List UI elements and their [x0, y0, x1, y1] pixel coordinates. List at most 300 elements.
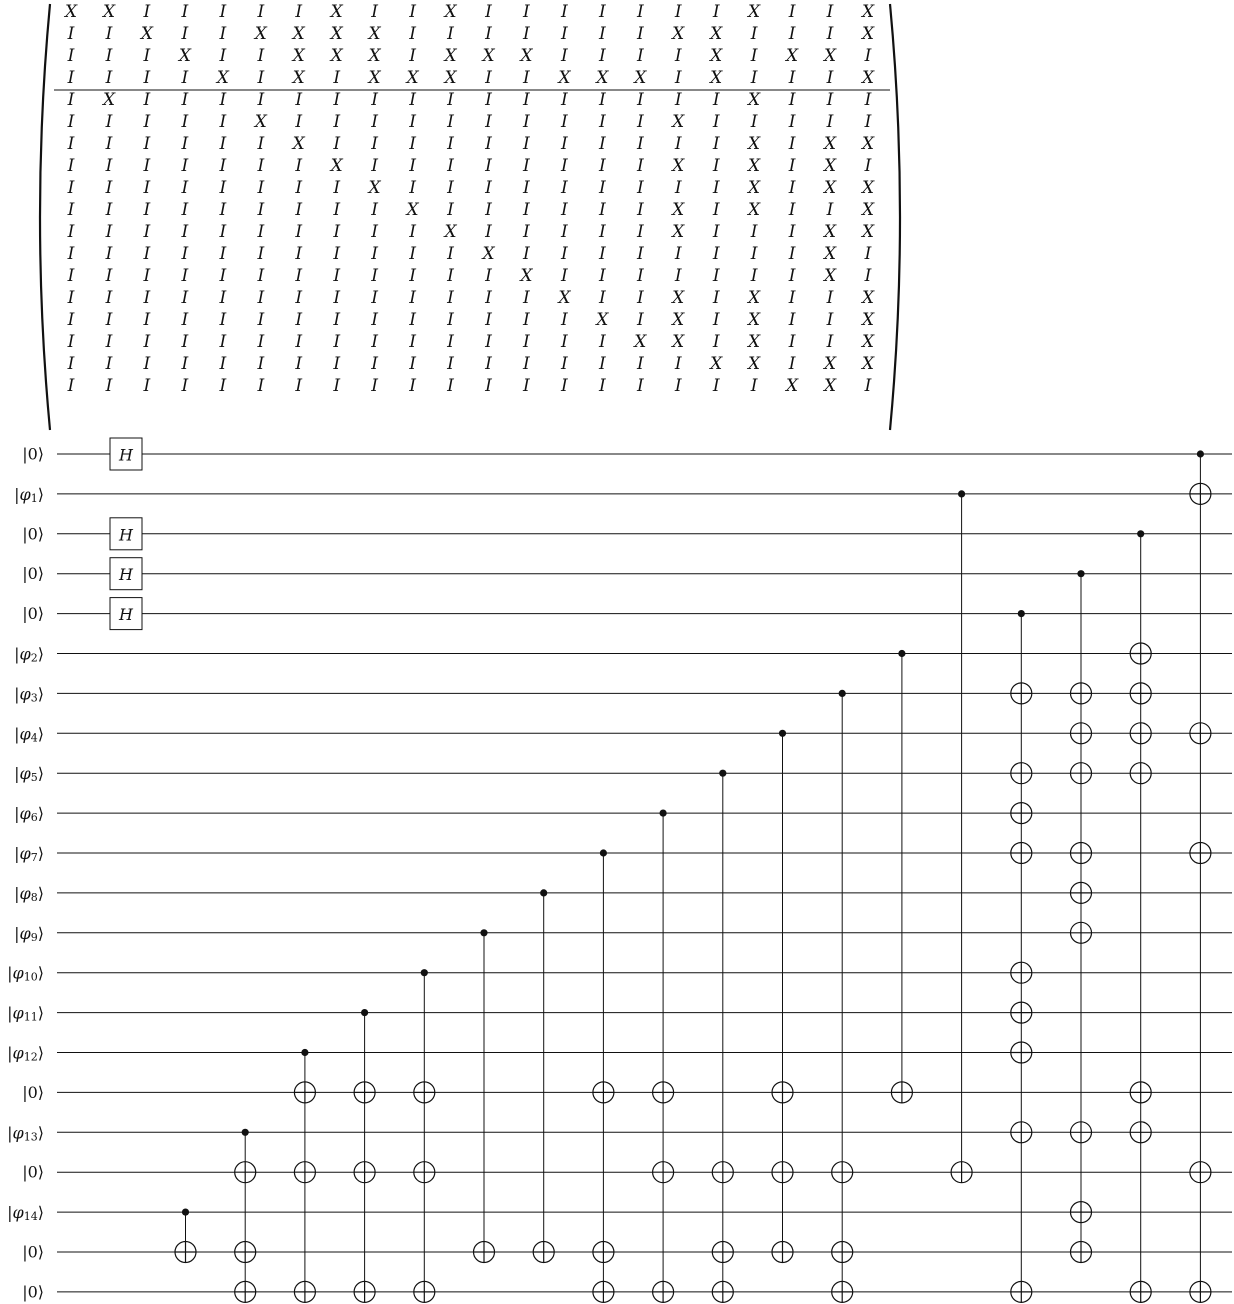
matrix-cell: I: [674, 46, 682, 66]
target-xor: [235, 1281, 256, 1302]
matrix-cell: I: [485, 332, 492, 352]
gate-label: H: [119, 565, 133, 585]
control-dot: [480, 929, 487, 936]
matrix-cell: I: [788, 266, 796, 286]
matrix-cell: I: [67, 134, 75, 154]
matrix-cell: I: [67, 24, 75, 44]
wire-label: $|\varphi_{11}⟩$: [7, 1003, 44, 1024]
matrix-cell: I: [257, 134, 265, 154]
matrix-cell: I: [712, 134, 720, 154]
matrix-cell: X: [748, 2, 761, 22]
matrix-cell: I: [674, 244, 682, 264]
target-xor: [354, 1281, 375, 1302]
matrix-cell: I: [181, 376, 189, 396]
hadamard-gate: [110, 518, 142, 550]
matrix-cell: X: [558, 68, 571, 88]
matrix-cell: I: [788, 24, 796, 44]
matrix-cell: I: [636, 178, 644, 198]
matrix-cell: I: [561, 46, 568, 66]
matrix-cell: I: [295, 112, 303, 132]
matrix-cell: I: [295, 266, 303, 286]
matrix-cell: I: [257, 156, 265, 176]
control-dot: [600, 849, 607, 856]
matrix-cell: X: [710, 354, 723, 374]
matrix-cell: X: [823, 376, 837, 396]
target-xor: [1190, 483, 1211, 504]
matrix-cell: I: [788, 178, 796, 198]
matrix-cell: I: [67, 288, 75, 308]
matrix-cell: I: [105, 200, 113, 220]
target-xor: [1011, 683, 1032, 704]
matrix-cell: I: [636, 310, 644, 330]
matrix-cell: I: [257, 68, 265, 88]
matrix-cell: I: [105, 156, 113, 176]
matrix-cell: I: [333, 244, 341, 264]
cnot-gate: [1011, 610, 1032, 1302]
matrix-cell: I: [371, 2, 378, 22]
target-xor: [1190, 843, 1211, 864]
wire-label: |0⟩: [22, 564, 44, 584]
matrix-cell: I: [826, 112, 834, 132]
matrix-cell: I: [826, 90, 834, 110]
matrix-cell: X: [710, 68, 723, 88]
matrix-cell: I: [257, 222, 265, 242]
matrix-cell: I: [485, 222, 492, 242]
matrix-cell: X: [330, 156, 343, 176]
matrix-cell: I: [523, 112, 530, 132]
matrix-cell: I: [561, 2, 568, 22]
matrix-cell: X: [748, 288, 761, 308]
matrix-cell: I: [523, 134, 530, 154]
target-xor: [1071, 843, 1092, 864]
matrix-cell: I: [561, 376, 568, 396]
matrix-cell: I: [485, 24, 492, 44]
cnot-gate: [1190, 450, 1211, 1302]
matrix-cell: I: [636, 354, 644, 374]
matrix-cell: I: [257, 288, 265, 308]
cnot-gate: [891, 650, 912, 1103]
matrix-row: [63, 2, 875, 22]
matrix-cell: I: [143, 200, 151, 220]
matrix-cell: I: [105, 332, 113, 352]
matrix-cell: I: [105, 24, 113, 44]
matrix-cell: I: [826, 310, 834, 330]
matrix-cell: I: [447, 244, 454, 264]
matrix-cell: I: [712, 266, 720, 286]
matrix-cell: I: [674, 266, 682, 286]
matrix-cell: X: [368, 24, 381, 44]
matrix-cell: I: [788, 156, 796, 176]
matrix-cell: I: [333, 222, 341, 242]
target-xor: [1071, 683, 1092, 704]
target-xor: [593, 1281, 614, 1302]
matrix-cell: I: [598, 112, 606, 132]
matrix-row: [67, 68, 875, 88]
matrix-cell: I: [409, 376, 416, 396]
matrix-cell: I: [447, 134, 454, 154]
matrix-cell: X: [786, 376, 799, 396]
target-xor: [474, 1242, 495, 1263]
matrix-cell: I: [143, 68, 151, 88]
matrix-cell: I: [333, 200, 341, 220]
matrix-cell: X: [861, 178, 875, 198]
matrix-cell: I: [636, 2, 644, 22]
matrix-cell: I: [333, 134, 341, 154]
matrix-row: [67, 310, 875, 330]
circuit: [7, 438, 1232, 1302]
matrix-cell: I: [409, 354, 416, 374]
matrix-cell: I: [409, 332, 416, 352]
target-xor: [1130, 1122, 1151, 1143]
matrix-cell: X: [444, 46, 457, 66]
matrix-cell: I: [143, 46, 151, 66]
target-xor: [354, 1162, 375, 1183]
matrix-cell: I: [561, 222, 568, 242]
target-xor: [1071, 1122, 1092, 1143]
matrix-cell: I: [219, 266, 227, 286]
matrix-cell: I: [371, 244, 378, 264]
matrix-cell: I: [67, 222, 75, 242]
matrix-cell: I: [143, 376, 151, 396]
matrix-cell: I: [864, 376, 872, 396]
matrix-cell: I: [67, 112, 75, 132]
matrix-cell: X: [102, 90, 116, 110]
matrix-cell: I: [409, 24, 416, 44]
matrix-cell: X: [672, 310, 685, 330]
matrix-cell: I: [295, 354, 303, 374]
matrix-cell: I: [712, 156, 720, 176]
matrix-cell: I: [257, 178, 265, 198]
matrix-cell: I: [67, 156, 75, 176]
matrix-cell: I: [712, 200, 720, 220]
matrix-cell: I: [409, 2, 416, 22]
matrix-cell: X: [823, 266, 837, 286]
matrix-cell: I: [257, 46, 265, 66]
matrix-cell: I: [67, 90, 75, 110]
matrix-cell: I: [143, 288, 151, 308]
target-xor: [1130, 1082, 1151, 1103]
matrix-cell: X: [330, 2, 343, 22]
matrix-cell: I: [143, 266, 151, 286]
matrix-cell: I: [523, 332, 530, 352]
target-xor: [653, 1281, 674, 1302]
cnot-gate: [653, 810, 674, 1303]
matrix-cell: I: [105, 376, 113, 396]
matrix-row: [67, 134, 875, 154]
matrix-cell: I: [598, 90, 606, 110]
target-xor: [533, 1242, 554, 1263]
matrix-cell: I: [181, 2, 189, 22]
matrix-cell: I: [371, 90, 378, 110]
matrix-cell: I: [598, 376, 606, 396]
cnot-gate: [951, 490, 972, 1182]
matrix-cell: I: [636, 156, 644, 176]
cnot-gate: [832, 690, 853, 1303]
matrix-cell: I: [674, 376, 682, 396]
matrix-cell: X: [368, 178, 381, 198]
matrix-cell: X: [786, 46, 799, 66]
matrix-cell: I: [181, 222, 189, 242]
cnot-columns: [175, 450, 1211, 1302]
matrix-cell: I: [674, 178, 682, 198]
matrix-cell: I: [750, 46, 758, 66]
matrix-cell: I: [864, 112, 872, 132]
matrix-cell: I: [485, 354, 492, 374]
target-xor: [653, 1082, 674, 1103]
matrix-cell: I: [485, 200, 492, 220]
matrix-row: [67, 90, 872, 110]
matrix-cell: I: [485, 68, 492, 88]
matrix-row: [67, 46, 872, 66]
matrix-cell: I: [447, 24, 454, 44]
matrix-cell: I: [333, 90, 341, 110]
matrix-cell: I: [181, 288, 189, 308]
target-xor: [354, 1082, 375, 1103]
matrix-cell: I: [67, 376, 75, 396]
matrix-cell: I: [333, 354, 341, 374]
matrix-cell: X: [672, 288, 685, 308]
matrix-cell: I: [371, 112, 378, 132]
matrix-cell: I: [371, 222, 378, 242]
matrix-cell: I: [143, 112, 151, 132]
matrix-cell: I: [371, 266, 378, 286]
matrix-cell: X: [444, 222, 457, 242]
matrix-cell: I: [333, 310, 341, 330]
matrix-cell: I: [485, 2, 492, 22]
matrix-cell: I: [409, 156, 416, 176]
matrix-cell: X: [368, 46, 381, 66]
matrix-row: [67, 376, 872, 396]
matrix-cell: I: [181, 266, 189, 286]
matrix-cell: I: [750, 266, 758, 286]
matrix-cell: I: [561, 134, 568, 154]
matrix-cell: I: [636, 244, 644, 264]
matrix-cell: I: [105, 178, 113, 198]
target-xor: [1071, 763, 1092, 784]
matrix-cell: I: [674, 90, 682, 110]
target-xor: [1190, 723, 1211, 744]
matrix-cell: I: [143, 310, 151, 330]
matrix-row: [67, 266, 872, 286]
matrix-cell: I: [447, 90, 454, 110]
control-dot: [958, 490, 965, 497]
matrix-cell: I: [181, 90, 189, 110]
matrix-cell: I: [219, 46, 227, 66]
matrix-cell: X: [748, 156, 761, 176]
matrix-cell: I: [105, 68, 113, 88]
matrix-cell: X: [634, 68, 647, 88]
matrix-cell: I: [257, 2, 265, 22]
target-xor: [1130, 643, 1151, 664]
matrix-cell: I: [219, 134, 227, 154]
matrix-cell: I: [788, 200, 796, 220]
cnot-gate: [533, 889, 554, 1262]
matrix-cell: I: [181, 354, 189, 374]
matrix-cell: I: [409, 134, 416, 154]
wire-label: $|\varphi_{14}⟩$: [7, 1202, 44, 1223]
control-dot: [1018, 610, 1025, 617]
target-xor: [414, 1082, 435, 1103]
matrix-cell: X: [292, 24, 305, 44]
matrix-cell: I: [143, 332, 151, 352]
matrix-cell: I: [826, 68, 834, 88]
target-xor: [1011, 1122, 1032, 1143]
matrix-cell: I: [295, 200, 303, 220]
matrix-cell: I: [561, 244, 568, 264]
matrix-cell: I: [371, 310, 378, 330]
matrix-cell: I: [257, 200, 265, 220]
target-xor: [653, 1162, 674, 1183]
target-xor: [1011, 843, 1032, 864]
matrix-cell: I: [219, 2, 227, 22]
matrix-cell: I: [257, 332, 265, 352]
cnot-gate: [1130, 530, 1151, 1302]
matrix-cell: I: [750, 24, 758, 44]
matrix-cell: I: [636, 112, 644, 132]
target-xor: [1190, 1281, 1211, 1302]
matrix-row: [67, 112, 872, 132]
target-xor: [294, 1162, 315, 1183]
matrix-cell: I: [447, 376, 454, 396]
matrix-cell: I: [295, 376, 303, 396]
matrix-cell: I: [598, 156, 606, 176]
wire-label: $|\varphi_7⟩$: [14, 843, 44, 864]
matrix-cell: I: [636, 134, 644, 154]
wire-label: |0⟩: [22, 1242, 44, 1262]
target-xor: [1071, 1202, 1092, 1223]
wire-label: $|\varphi_9⟩$: [14, 923, 44, 944]
hadamard-gate: [110, 438, 142, 470]
matrix-cell: X: [406, 200, 419, 220]
matrix-cell: I: [371, 288, 378, 308]
target-xor: [1130, 1281, 1151, 1302]
matrix-cell: X: [596, 310, 609, 330]
target-xor: [712, 1242, 733, 1263]
control-dot: [1077, 570, 1084, 577]
matrix-cell: I: [712, 244, 720, 264]
matrix-cell: I: [598, 200, 606, 220]
matrix-cell: I: [409, 222, 416, 242]
matrix-cell: I: [561, 200, 568, 220]
matrix-cell: I: [485, 288, 492, 308]
matrix-cell: I: [523, 288, 530, 308]
target-xor: [1011, 763, 1032, 784]
target-xor: [712, 1162, 733, 1183]
matrix-row: [67, 24, 875, 44]
control-dot: [839, 690, 846, 697]
cnot-gate: [593, 849, 614, 1302]
cnot-gate: [1071, 570, 1092, 1262]
target-xor: [1071, 723, 1092, 744]
matrix-cell: X: [672, 332, 685, 352]
matrix-cell: I: [257, 244, 265, 264]
wire-label: |0⟩: [22, 604, 44, 624]
target-xor: [1130, 763, 1151, 784]
matrix-cell: I: [143, 90, 151, 110]
matrix-cell: I: [371, 134, 378, 154]
matrix-cell: I: [864, 244, 872, 264]
wire-label: $|\varphi_{10}⟩$: [7, 963, 44, 984]
matrix-cell: X: [823, 156, 837, 176]
matrix-cell: I: [750, 222, 758, 242]
matrix-cell: I: [409, 244, 416, 264]
matrix-cell: I: [598, 178, 606, 198]
matrix-cell: I: [333, 112, 341, 132]
matrix-cell: I: [788, 354, 796, 374]
matrix-cell: X: [520, 266, 533, 286]
matrix-cell: I: [447, 310, 454, 330]
matrix-cell: I: [447, 332, 454, 352]
matrix-cell: I: [712, 178, 720, 198]
matrix-cell: I: [295, 156, 303, 176]
matrix-cell: I: [219, 156, 227, 176]
matrix-cell: I: [67, 354, 75, 374]
matrix-cell: I: [598, 24, 606, 44]
matrix-cell: I: [561, 178, 568, 198]
target-xor: [593, 1082, 614, 1103]
matrix-cell: X: [558, 288, 571, 308]
matrix-cell: I: [447, 354, 454, 374]
matrix-cell: I: [826, 2, 834, 22]
matrix-cell: I: [750, 112, 758, 132]
matrix-cell: X: [710, 24, 723, 44]
matrix-row: [67, 178, 875, 198]
matrix-row: [67, 332, 875, 352]
matrix-cell: I: [826, 24, 834, 44]
matrix-cell: I: [523, 156, 530, 176]
matrix-cell: I: [712, 332, 720, 352]
matrix-cell: X: [823, 222, 837, 242]
matrix-cell: I: [636, 46, 644, 66]
matrix-cell: I: [561, 24, 568, 44]
wire-label: $|\varphi_{12}⟩$: [7, 1043, 44, 1063]
matrix-cell: I: [674, 2, 682, 22]
matrix-cell: I: [750, 68, 758, 88]
matrix-cell: X: [292, 134, 305, 154]
matrix-cell: I: [181, 200, 189, 220]
matrix-cell: I: [67, 46, 75, 66]
matrix-cell: I: [485, 134, 492, 154]
matrix-cell: I: [181, 244, 189, 264]
control-dot: [1137, 530, 1144, 537]
target-xor: [1011, 1042, 1032, 1063]
target-xor: [1071, 882, 1092, 903]
target-xor: [1190, 1162, 1211, 1183]
control-dot: [242, 1129, 249, 1136]
matrix-row: [67, 156, 872, 176]
matrix-cell: X: [748, 200, 761, 220]
matrix-cell: I: [712, 2, 720, 22]
cnot-gate: [772, 730, 793, 1263]
matrix-cell: I: [788, 310, 796, 330]
hadamard-gate: [110, 558, 142, 590]
matrix-cell: I: [143, 2, 151, 22]
matrix-cell: I: [485, 310, 492, 330]
matrix-cell: I: [598, 266, 606, 286]
matrix-cell: X: [861, 134, 875, 154]
target-xor: [414, 1281, 435, 1302]
matrix-cell: I: [257, 310, 265, 330]
matrix-cell: I: [181, 156, 189, 176]
matrix-cell: X: [823, 134, 837, 154]
matrix-cell: I: [485, 156, 492, 176]
matrix-cell: X: [861, 288, 875, 308]
matrix-cell: I: [219, 24, 227, 44]
target-xor: [891, 1082, 912, 1103]
target-xor: [235, 1242, 256, 1263]
matrix-cell: I: [67, 310, 75, 330]
matrix-cell: I: [371, 332, 378, 352]
